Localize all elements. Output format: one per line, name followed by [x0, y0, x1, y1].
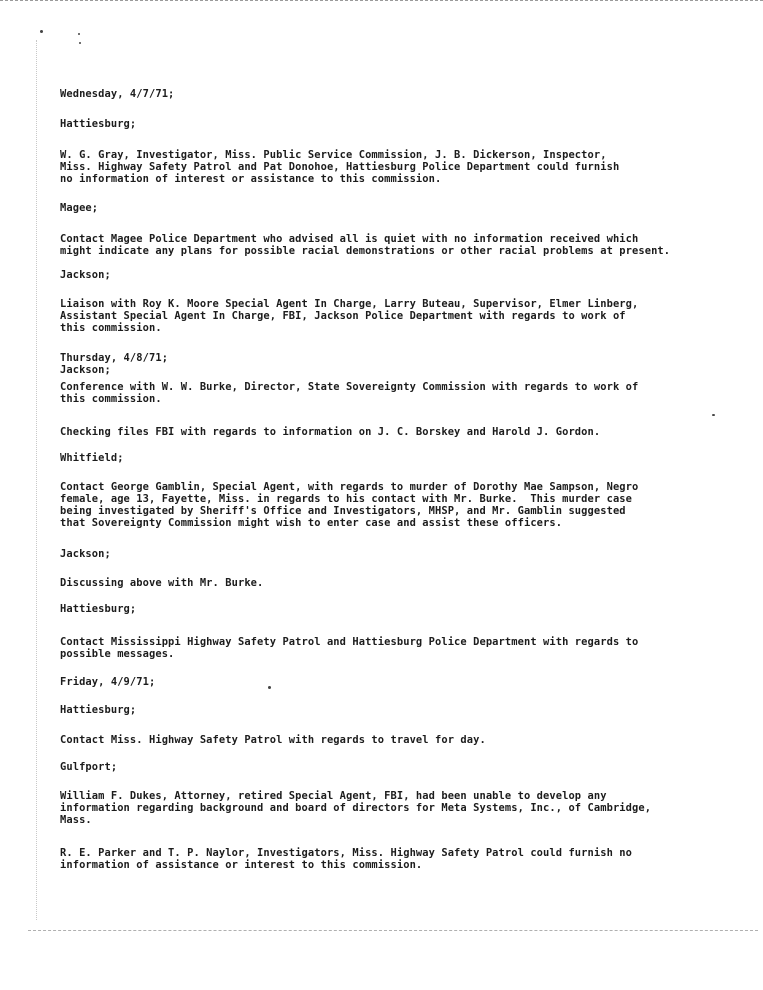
bottom-border — [28, 930, 758, 933]
entry-text: William F. Dukes, Attorney, retired Special Agent, FBI, had been unable to develop any — [60, 790, 607, 802]
entry-text: Conference with W. W. Burke, Director, State Sovereignty Commission with regards to work of — [60, 381, 639, 393]
entry-text: Miss. Highway Safety Patrol and Pat Donohoe, Hattiesburg Police Department could furnish — [60, 161, 620, 173]
entry-text: Liaison with Roy K. Moore Special Agent In Charge, Larry Buteau, Supervisor, Elmer Linberg, — [60, 298, 639, 310]
entry-text: Discussing above with Mr. Burke. — [60, 577, 264, 589]
location-heading: Magee; — [60, 202, 99, 214]
location-heading: Whitfield; — [60, 452, 124, 464]
entry-text: no information of interest or assistance to this commission. — [60, 173, 442, 185]
entry-text: information regarding background and board of directors for Meta Systems, Inc., of Cambridge, — [60, 802, 652, 814]
location-heading: Jackson; — [60, 269, 111, 281]
location-heading: Jackson; — [60, 364, 111, 376]
entry-text: this commission. — [60, 393, 162, 405]
location-heading: Gulfport; — [60, 761, 118, 773]
entry-text: might indicate any plans for possible racial demonstrations or other racial problems at present. — [60, 245, 671, 257]
location-heading: Jackson; — [60, 548, 111, 560]
entry-text: information of assistance or interest to this commission. — [60, 859, 423, 871]
entry-text: this commission. — [60, 322, 162, 334]
entry-text: Contact Magee Police Department who advised all is quiet with no information received which — [60, 233, 639, 245]
left-margin-mark — [36, 40, 38, 920]
date-heading: Thursday, 4/8/71; — [60, 352, 169, 364]
entry-text: Contact Miss. Highway Safety Patrol with regards to travel for day. — [60, 734, 486, 746]
entry-text: being investigated by Sheriff's Office and Investigators, MHSP, and Mr. Gamblin suggested — [60, 505, 626, 517]
entry-text: Contact Mississippi Highway Safety Patrol and Hattiesburg Police Department with regards to — [60, 636, 639, 648]
date-heading: Friday, 4/9/71; — [60, 676, 156, 688]
entry-text: Checking files FBI with regards to information on J. C. Borskey and Harold J. Gordon. — [60, 426, 601, 438]
entry-text: Mass. — [60, 814, 92, 826]
entry-text: that Sovereignty Commission might wish to enter case and assist these officers. — [60, 517, 563, 529]
date-heading: Wednesday, 4/7/71; — [60, 88, 175, 100]
speck-mark — [40, 30, 43, 33]
location-heading: Hattiesburg; — [60, 603, 137, 615]
speck-mark — [78, 33, 80, 35]
location-heading: Hattiesburg; — [60, 118, 137, 130]
entry-text: W. G. Gray, Investigator, Miss. Public Service Commission, J. B. Dickerson, Inspector, — [60, 149, 607, 161]
entry-text: female, age 13, Fayette, Miss. in regards to his contact with Mr. Burke. This murder case — [60, 493, 633, 505]
speck-mark — [79, 42, 81, 44]
entry-text: possible messages. — [60, 648, 175, 660]
top-border — [0, 0, 763, 3]
entry-text: R. E. Parker and T. P. Naylor, Investigators, Miss. Highway Safety Patrol could furnish no — [60, 847, 633, 859]
location-heading: Hattiesburg; — [60, 704, 137, 716]
entry-text: Contact George Gamblin, Special Agent, with regards to murder of Dorothy Mae Sampson, Negro — [60, 481, 639, 493]
speck-mark — [712, 414, 715, 416]
entry-text: Assistant Special Agent In Charge, FBI, Jackson Police Department with regards to work of — [60, 310, 626, 322]
